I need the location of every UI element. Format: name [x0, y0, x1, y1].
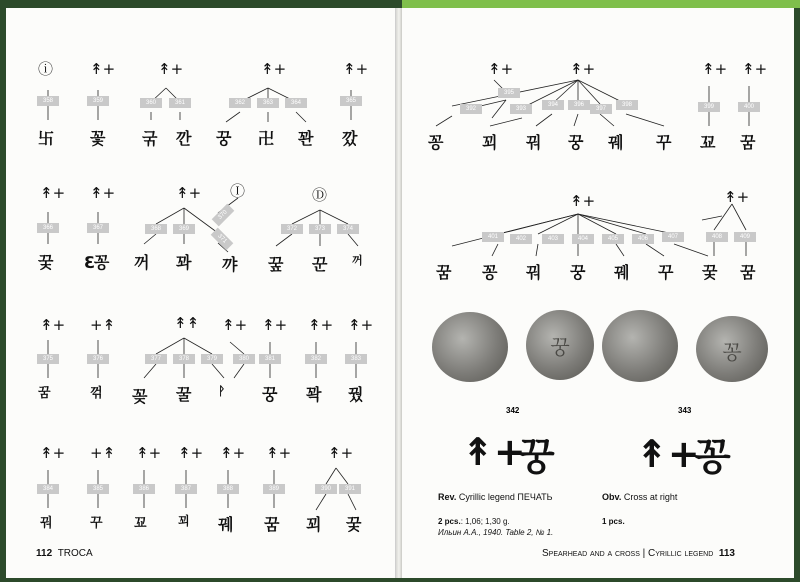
obverse-glyph: ↟+ [90, 60, 116, 78]
page-number: 112 [36, 548, 53, 559]
cover-edge [402, 0, 800, 8]
obverse-glyph: ↟+ [348, 316, 374, 334]
reverse-glyph: 꿒 [268, 255, 284, 274]
reverse-glyph: 꿈 [740, 133, 756, 152]
reverse-glyph: 꽌 [298, 129, 314, 148]
obverse-glyph: ↟+ [266, 444, 292, 462]
reverse-glyph: 꿎 [702, 263, 718, 282]
reverse-glyph: ᚹ [218, 384, 226, 398]
left-page [6, 8, 396, 578]
catalog-label: 390 [315, 484, 337, 494]
catalog-label: 375 [37, 354, 59, 364]
catalog-label: 382 [305, 354, 327, 364]
legend-text: ПЕЧАТЬ [517, 492, 553, 502]
catalog-label: 387 [175, 484, 197, 494]
running-head: TROCA [57, 548, 93, 559]
reverse-glyph: 꾀 [178, 514, 190, 528]
catalog-label: 403 [542, 234, 564, 244]
coin-photo [432, 312, 508, 382]
catalog-label: 369 [173, 224, 195, 234]
obverse-glyph: ↟+ [220, 444, 246, 462]
spearhead-cross-glyph: ↟+ [636, 432, 700, 476]
catalog-label: 399 [698, 102, 720, 112]
catalog-label: 365 [340, 96, 362, 106]
catalog-label: 404 [572, 234, 594, 244]
legend-glyph: 꽁 [694, 435, 731, 479]
catalog-label: 388 [217, 484, 239, 494]
obverse-glyph: ↟+ [90, 184, 116, 202]
coin-label: 343 [678, 406, 692, 415]
reverse-glyph: 꿀 [176, 385, 192, 404]
reverse-glyph: 꺄 [222, 255, 238, 274]
catalog-label: 407 [662, 232, 684, 242]
reverse-glyph: 꺾 [90, 386, 103, 401]
catalog-label: 401 [482, 232, 504, 242]
obverse-glyph: ↟+ [724, 188, 750, 206]
catalog-label: 370 [212, 204, 235, 227]
obverse-glyph: ↟+ [176, 184, 202, 202]
page-number-right [542, 548, 735, 559]
catalog-label: 363 [257, 98, 279, 108]
obverse-glyph: ↟+ [262, 316, 288, 334]
reverse-glyph: 꾜 [134, 516, 147, 531]
catalog-label: 395 [498, 88, 520, 98]
reverse-glyph: 굮 [142, 129, 158, 148]
catalog-label: 366 [37, 223, 59, 233]
catalog-label: 364 [285, 98, 307, 108]
catalog-label: 380 [233, 354, 255, 364]
catalog-label: 372 [281, 224, 303, 234]
catalog-label: 361 [169, 98, 191, 108]
obverse-glyph: ↟+ [570, 192, 596, 210]
obverse-glyph: ↟↟ [174, 314, 200, 332]
page-number-left [36, 548, 93, 559]
coin-photo [526, 310, 594, 380]
reverse-glyph: 꽂 [132, 387, 148, 406]
reverse-glyph: 꾸 [658, 263, 674, 282]
catalog-label: 392 [460, 104, 482, 114]
coin-photo [696, 316, 768, 382]
reverse-glyph: 꿔 [40, 516, 53, 531]
coin-label: 342 [506, 406, 520, 415]
catalog-label: 362 [229, 98, 251, 108]
reference: Ильин А.А., 1940. Table 2, № 1. [438, 528, 554, 537]
reverse-glyph: 꿈 [38, 386, 51, 401]
reverse-glyph: 꿰 [614, 263, 630, 282]
catalog-label: 409 [734, 232, 756, 242]
reverse-glyph: 꿔 [526, 263, 542, 282]
catalog-label: 358 [37, 96, 59, 106]
catalog-label: 398 [616, 100, 638, 110]
reverse-glyph: 꿍 [570, 263, 586, 282]
obverse-glyph: ↟+ [702, 60, 728, 78]
reverse-glyph: 꾸 [656, 133, 672, 152]
obverse-glyph: ↟+ [40, 316, 66, 334]
reverse-glyph: 꽉 [306, 385, 322, 404]
catalog-label: 373 [309, 224, 331, 234]
weights: : 1,06; 1,30 g. [460, 517, 510, 526]
catalog-label: 359 [87, 96, 109, 106]
reverse-glyph: 꿍 [216, 129, 232, 148]
catalog-label: 384 [37, 484, 59, 494]
catalog-label: 374 [337, 224, 359, 234]
type-details-2 [602, 516, 625, 527]
obverse-glyph: ↟+ [570, 60, 596, 78]
piece-count: 2 pcs. [438, 517, 461, 526]
catalog-label: 393 [510, 104, 532, 114]
reverse-glyph: ℇ꽁 [84, 253, 110, 272]
obverse-glyph: ↟+ [328, 444, 354, 462]
obverse-glyph: Ⓘ [230, 182, 246, 200]
right-page [402, 8, 794, 578]
type-description-1 [438, 492, 553, 503]
catalog-label: 371 [211, 228, 234, 251]
catalog-label: 397 [590, 104, 612, 114]
catalog-label: 367 [87, 223, 109, 233]
catalog-label: 406 [632, 234, 654, 244]
coin-mark: 꽁 [722, 339, 742, 364]
reverse-glyph: 꽁 [428, 133, 444, 152]
obverse-glyph: ↟+ [178, 444, 204, 462]
reverse-glyph: 卐 [38, 129, 55, 148]
reverse-glyph: 깐 [176, 129, 192, 148]
catalog-label: 368 [145, 224, 167, 234]
left-connector-lines [6, 8, 396, 578]
type-heading-bold: Obv. [602, 492, 622, 502]
obverse-glyph: +↟ [90, 316, 116, 334]
coin-photo [602, 310, 678, 382]
catalog-label: 378 [173, 354, 195, 364]
reverse-glyph: 꾀 [482, 133, 498, 152]
reverse-glyph: 꿍 [262, 385, 278, 404]
reverse-glyph: 꿰 [218, 515, 234, 534]
reverse-glyph: 꾀 [306, 515, 322, 534]
reverse-glyph: 꽈 [176, 253, 192, 272]
reverse-glyph: 깠 [342, 129, 358, 148]
reverse-glyph: 卍 [258, 129, 275, 148]
reverse-glyph: 꾜 [700, 133, 716, 152]
spearhead-cross-glyph: ↟+ [462, 430, 526, 474]
obverse-glyph: ⓘ [38, 60, 54, 78]
catalog-label: 381 [259, 354, 281, 364]
obverse-glyph: ↟+ [40, 184, 66, 202]
catalog-label: 402 [510, 234, 532, 244]
obverse-glyph: ↟+ [158, 60, 184, 78]
catalog-label: 385 [87, 484, 109, 494]
type-heading: Cross at right [623, 492, 678, 502]
reverse-glyph: 꿍 [568, 133, 584, 152]
catalog-label: 396 [568, 100, 590, 110]
obverse-glyph: ↟+ [308, 316, 334, 334]
catalog-label: 405 [602, 234, 624, 244]
type-description-2 [602, 492, 677, 503]
obverse-glyph: ↟+ [742, 60, 768, 78]
reverse-glyph: 꿔 [526, 133, 542, 152]
catalog-label: 408 [706, 232, 728, 242]
reverse-glyph: 꽃 [90, 129, 106, 148]
reverse-glyph: 꾼 [312, 255, 328, 274]
catalog-label: 400 [738, 102, 760, 112]
type-details-1 [438, 516, 553, 538]
page-number: 113 [718, 548, 735, 559]
catalog-label: 389 [263, 484, 285, 494]
catalog-label: 394 [542, 100, 564, 110]
reverse-glyph: 꿈 [436, 263, 452, 282]
reverse-glyph: 꿎 [346, 515, 362, 534]
obverse-glyph: ↟+ [261, 60, 287, 78]
legend-glyph: 꿍 [518, 435, 555, 479]
running-head: Spearhead and a cross | Cyrillic legend [542, 548, 714, 559]
obverse-glyph: Ⓓ [312, 186, 328, 204]
reverse-glyph: 꾸 [90, 516, 103, 531]
obverse-glyph: ↟+ [488, 60, 514, 78]
reverse-glyph: 꺼 [134, 253, 150, 272]
obverse-glyph: ↟+ [136, 444, 162, 462]
obverse-glyph: ↟+ [343, 60, 369, 78]
catalog-label: 376 [87, 354, 109, 364]
reverse-glyph: 꿈 [264, 515, 280, 534]
type-heading: Cyrillic legend [458, 492, 515, 502]
coin-mark: 꿍 [550, 335, 570, 359]
reverse-glyph: 꿰 [608, 133, 624, 152]
catalog-label: 360 [140, 98, 162, 108]
catalog-label: 386 [133, 484, 155, 494]
obverse-glyph: ↟+ [40, 444, 66, 462]
catalog-label: 383 [345, 354, 367, 364]
reverse-glyph: 꿎 [38, 253, 54, 272]
reverse-glyph: 꿨 [348, 385, 364, 404]
obverse-glyph: +↟ [90, 444, 116, 462]
obverse-glyph: ↟+ [222, 316, 248, 334]
reverse-glyph: 꿈 [740, 263, 756, 282]
reverse-glyph: 꽁 [482, 263, 498, 282]
catalog-label: 377 [145, 354, 167, 364]
type-heading-bold: Rev. [438, 492, 457, 502]
catalog-label: 391 [339, 484, 361, 494]
piece-count: 1 pcs. [602, 517, 625, 526]
catalog-label: 379 [201, 354, 223, 364]
reverse-glyph: 꺼 [352, 254, 363, 267]
